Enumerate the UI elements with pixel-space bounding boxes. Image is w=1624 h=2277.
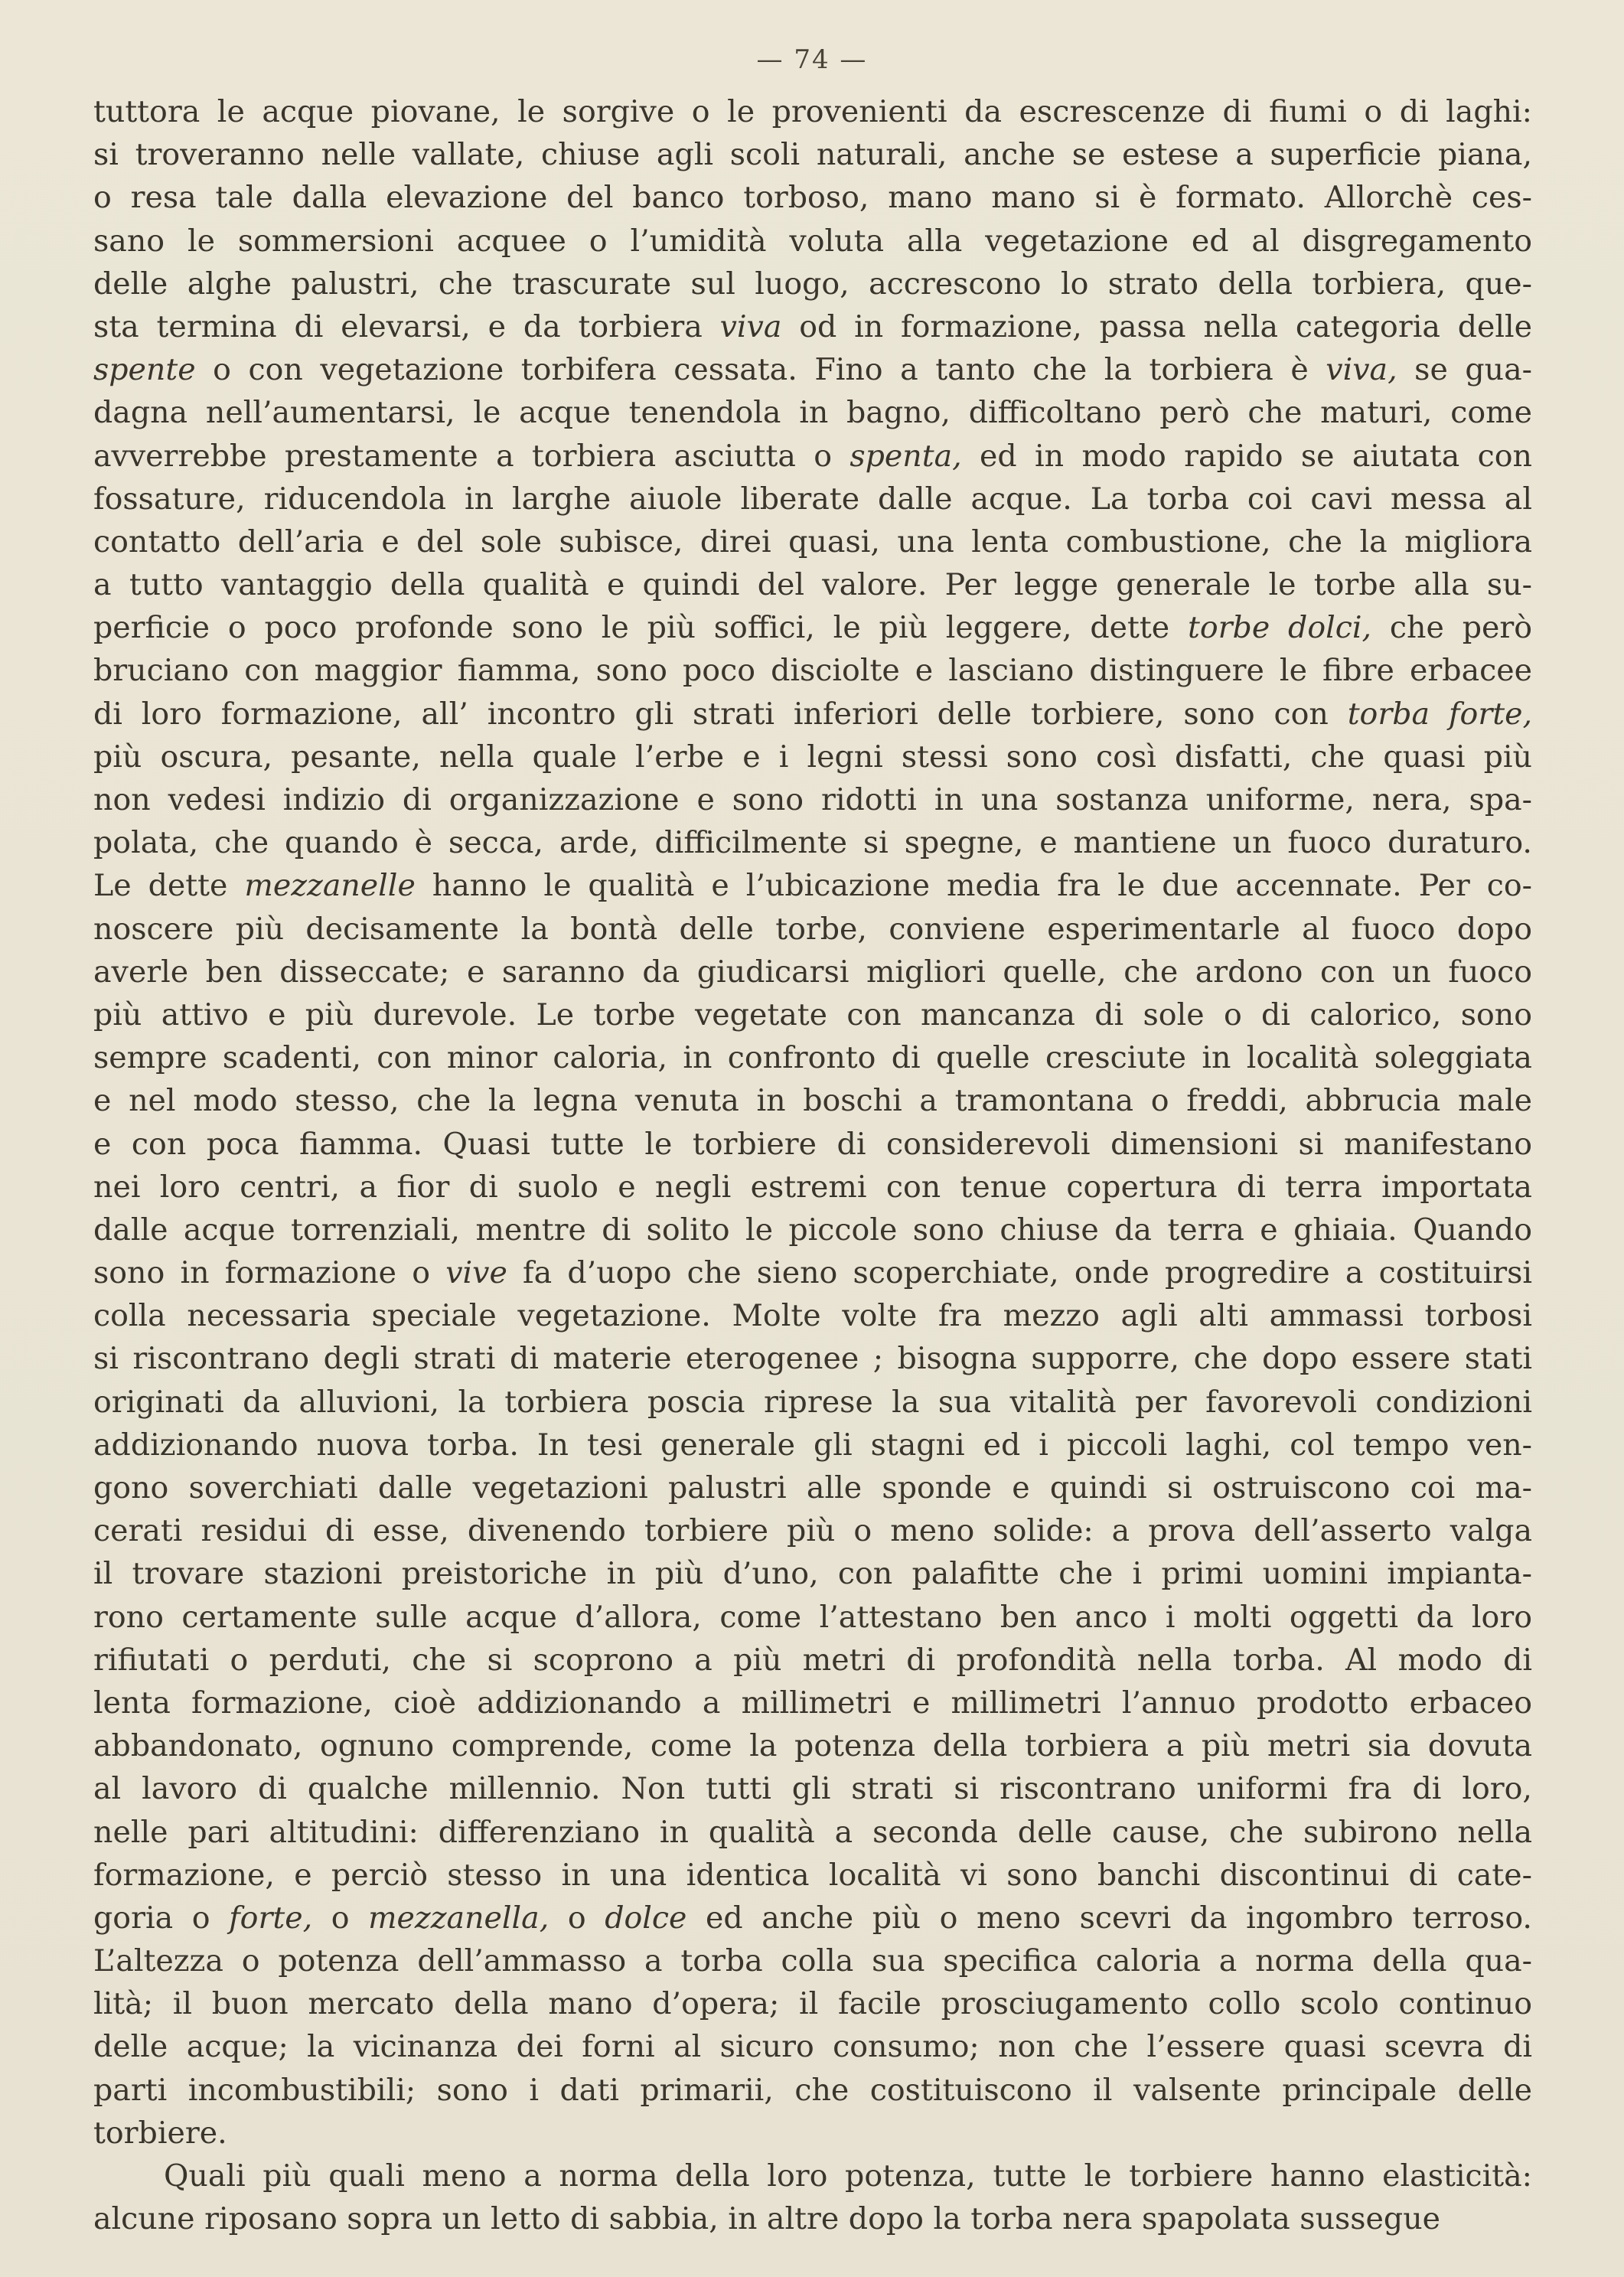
- text-segment: nelle pari altitudini: differenziano in qualità a seconda delle cause, che subirono nella: [93, 1814, 1532, 1850]
- text-segment: nei loro centri, a fior di suolo e negli estremi con tenue copertura di terra importata: [93, 1169, 1532, 1205]
- text-segment: addizionando nuova torba. In tesi generale gli stagni ed i piccoli laghi, col tempo ven-: [93, 1427, 1532, 1463]
- text-line: [93, 1251, 1532, 1294]
- italic-term: mezzanella,: [368, 1900, 549, 1936]
- text-line: [93, 1724, 1532, 1767]
- text-line: [93, 1294, 1532, 1337]
- text-line: [93, 1854, 1532, 1897]
- text-segment: fa d’uopo che sieno scoperchiate, onde progredire a costituirsi: [507, 1255, 1532, 1291]
- text-line: [93, 1639, 1532, 1682]
- page-number: — 74 —: [756, 44, 868, 75]
- text-segment: ed in modo rapido se aiutata con: [961, 438, 1532, 474]
- paragraph: [93, 2155, 1532, 2240]
- italic-term: spente: [93, 352, 196, 388]
- text-segment: più attivo e più durevole. Le torbe vegetate con mancanza di sole o di calorico, sono: [93, 997, 1532, 1032]
- text-line: [93, 1079, 1532, 1122]
- text-segment: e con poca fiamma. Quasi tutte le torbiere di considerevoli dimensioni si manifestano: [93, 1126, 1532, 1162]
- text-segment: Quali più quali meno a norma della loro potenza, tutte le torbiere hanno elasticità:: [164, 2158, 1532, 2194]
- text-segment: colla necessaria speciale vegetazione. Molte volte fra mezzo agli alti ammassi torbosi: [93, 1298, 1532, 1334]
- text-line: [93, 1381, 1532, 1424]
- text-line: [93, 520, 1532, 563]
- text-segment: perficie o poco profonde sono le più soffici, le più leggere, dette: [93, 610, 1188, 646]
- italic-term: forte,: [229, 1900, 313, 1936]
- text-line: [93, 1939, 1532, 1982]
- text-line: [93, 478, 1532, 520]
- text-segment: averle ben disseccate; e saranno da giudicarsi migliori quelle, che ardono con un fuoco: [93, 954, 1532, 990]
- italic-term: vive: [445, 1255, 507, 1291]
- italic-term: torbe dolci,: [1188, 610, 1372, 646]
- text-line: [93, 391, 1532, 434]
- text-segment: rono certamente sulle acque d’allora, come l’attestano ben anco i molti oggetti da loro: [93, 1599, 1532, 1635]
- text-segment: goria o: [93, 1900, 230, 1936]
- text-segment: alcune riposano sopra un letto di sabbia, in altre dopo la torba nera spapolata sussegue: [93, 2201, 1441, 2237]
- text-segment: lità; il buon mercato della mano d’opera; il facile prosciugamento collo scolo continuo: [93, 1986, 1532, 2022]
- text-segment: al lavoro di qualche millennio. Non tutti gli strati si riscontrano uniformi fra di loro,: [93, 1771, 1532, 1807]
- text-segment: o resa tale dalla elevazione del banco torboso, mano mano si è formato. Allorchè ces-: [93, 180, 1532, 216]
- text-line: [93, 220, 1532, 263]
- text-line: [93, 1811, 1532, 1854]
- text-segment: sempre scadenti, con minor caloria, in confronto di quelle cresciute in località soleggiata: [93, 1040, 1532, 1076]
- text-segment: gono soverchiati dalle vegetazioni palustri alle sponde e quindi si ostruiscono coi ma-: [93, 1470, 1532, 1505]
- text-segment: fossature, riducendola in larghe aiuole liberate dalle acque. La torba coi cavi messa al: [93, 481, 1532, 517]
- text-segment: lenta formazione, cioè addizionando a millimetri e millimetri l’annuo prodotto erbaceo: [93, 1685, 1532, 1721]
- text-segment: sano le sommersioni acquee o l’umidità voluta alla vegetazione ed al disgregamento: [93, 223, 1532, 259]
- text-line: [93, 736, 1532, 778]
- text-segment: delle acque; la vicinanza dei forni al sicuro consumo; non che l’essere quasi scevra di: [93, 2029, 1532, 2065]
- text-line: [93, 908, 1532, 951]
- text-segment: dalle acque torrenziali, mentre di solito le piccole sono chiuse da terra e ghiaia. Quando: [93, 1212, 1532, 1248]
- text-segment: tuttora le acque piovane, le sorgive o le provenienti da escrescenze di fiumi o di laghi:: [93, 94, 1532, 129]
- text-segment: abbandonato, ognuno comprende, come la potenza della torbiera a più metri sia dovuta: [93, 1728, 1532, 1764]
- italic-term: viva: [719, 308, 782, 344]
- text-segment: dagna nell’aumentarsi, le acque tenendola in bagno, difficoltano però che maturi, come: [93, 395, 1532, 431]
- text-segment: di loro formazione, all’ incontro gli strati inferiori delle torbiere, sono con: [93, 696, 1348, 732]
- text-line: [93, 305, 1532, 348]
- text-segment: più oscura, pesante, nella quale l’erbe e i legni stessi sono così disfatti, che quasi più: [93, 739, 1532, 775]
- text-line: [93, 1982, 1532, 2025]
- body-text: [93, 90, 1532, 2240]
- text-segment: contatto dell’aria e del sole subisce, direi quasi, una lenta combustione, che la migliora: [93, 524, 1532, 559]
- text-segment: a tutto vantaggio della qualità e quindi del valore. Per legge generale le torbe alla su-: [93, 567, 1532, 603]
- text-segment: si troveranno nelle vallate, chiuse agli scoli naturali, anche se estese a superficie piana,: [93, 137, 1532, 173]
- text-segment: delle alghe palustri, che trascurate sul luogo, accrescono lo strato della torbiera, que-: [93, 266, 1532, 302]
- text-segment: sono in formazione o: [93, 1255, 446, 1291]
- text-segment: L’altezza o potenza dell’ammasso a torba colla sua specifica caloria a norma della qua-: [93, 1943, 1532, 1979]
- text-segment: parti incombustibili; sono i dati primarii, che costituiscono il valsente principale delle: [93, 2072, 1532, 2108]
- text-segment: torbiere.: [93, 2115, 227, 2151]
- text-line: [93, 263, 1532, 305]
- text-segment: si riscontrano degli strati di materie eterogenee ; bisogna supporre, che dopo essere stati: [93, 1341, 1532, 1377]
- text-line: [93, 348, 1532, 391]
- text-line: [93, 1166, 1532, 1209]
- text-line: [93, 951, 1532, 993]
- text-segment: bruciano con maggior fiamma, sono poco disciolte e lasciano distinguere le fibre erbacee: [93, 653, 1532, 689]
- text-line: [93, 1552, 1532, 1595]
- text-line: [93, 2155, 1532, 2197]
- text-line: [93, 1897, 1532, 1939]
- text-segment: formazione, e perciò stesso in una identica località vi sono banchi discontinui di cate-: [93, 1857, 1532, 1893]
- text-line: [93, 606, 1532, 649]
- text-line: [93, 821, 1532, 864]
- text-line: [93, 435, 1532, 478]
- text-line: [93, 563, 1532, 606]
- text-line: [93, 864, 1532, 907]
- paragraph: [93, 90, 1532, 2155]
- text-line: [93, 1424, 1532, 1466]
- text-segment: e nel modo stesso, che la legna venuta in boschi a tramontana o freddi, abbrucia male: [93, 1083, 1532, 1119]
- text-segment: polata, che quando è secca, arde, difficilmente si spegne, e mantiene un fuoco duraturo.: [93, 825, 1532, 861]
- text-segment: non vedesi indizio di organizzazione e sono ridotti in una sostanza uniforme, nera, spa-: [93, 782, 1532, 817]
- text-line: [93, 1466, 1532, 1509]
- text-segment: o: [312, 1900, 369, 1936]
- text-line: [93, 1337, 1532, 1380]
- text-segment: noscere più decisamente la bontà delle torbe, conviene esperimentarle al fuoco dopo: [93, 911, 1532, 947]
- text-line: [93, 2197, 1532, 2240]
- text-segment: sta termina di elevarsi, e da torbiera: [93, 308, 720, 344]
- italic-term: viva,: [1326, 352, 1397, 388]
- text-line: [93, 1596, 1532, 1639]
- text-line: [93, 2069, 1532, 2112]
- italic-term: spenta,: [850, 438, 962, 474]
- text-segment: Le dette: [93, 868, 245, 904]
- text-line: [93, 1767, 1532, 1810]
- text-line: [93, 1036, 1532, 1079]
- text-line: [93, 176, 1532, 219]
- text-segment: avverrebbe prestamente a torbiera asciutta o: [93, 438, 850, 474]
- text-line: [93, 993, 1532, 1036]
- text-line: [93, 693, 1532, 736]
- text-segment: originati da alluvioni, la torbiera poscia riprese la sua vitalità per favorevoli condizioni: [93, 1384, 1532, 1420]
- text-segment: il trovare stazioni preistoriche in più d’uno, con palafitte che i primi uomini impianta-: [93, 1556, 1532, 1592]
- text-line: [93, 1209, 1532, 1251]
- text-segment: che però: [1371, 610, 1532, 646]
- text-line: [93, 90, 1532, 133]
- text-segment: o con vegetazione torbifera cessata. Fino a tanto che la torbiera è: [195, 352, 1326, 388]
- text-segment: ed anche più o meno scevri da ingombro terroso.: [686, 1900, 1532, 1936]
- text-segment: se gua-: [1397, 352, 1532, 388]
- text-line: [93, 778, 1532, 821]
- italic-term: mezzanelle: [244, 868, 416, 904]
- italic-term: torba forte,: [1347, 696, 1532, 732]
- italic-term: dolce: [605, 1900, 687, 1936]
- text-segment: hanno le qualità e l’ubicazione media fra le due accennate. Per co-: [415, 868, 1532, 904]
- text-segment: o: [549, 1900, 605, 1936]
- text-line: [93, 133, 1532, 176]
- text-segment: rifiutati o perduti, che si scoprono a più metri di profondità nella torba. Al modo di: [93, 1642, 1532, 1678]
- text-segment: od in formazione, passa nella categoria delle: [781, 308, 1532, 344]
- text-line: [93, 1123, 1532, 1166]
- text-line: [93, 649, 1532, 692]
- text-line: [93, 1509, 1532, 1552]
- text-segment: cerati residui di esse, divenendo torbiere più o meno solide: a prova dell’asserto valga: [93, 1513, 1532, 1549]
- text-line: [93, 1682, 1532, 1724]
- text-line: [93, 2025, 1532, 2068]
- text-line: [93, 2112, 1532, 2155]
